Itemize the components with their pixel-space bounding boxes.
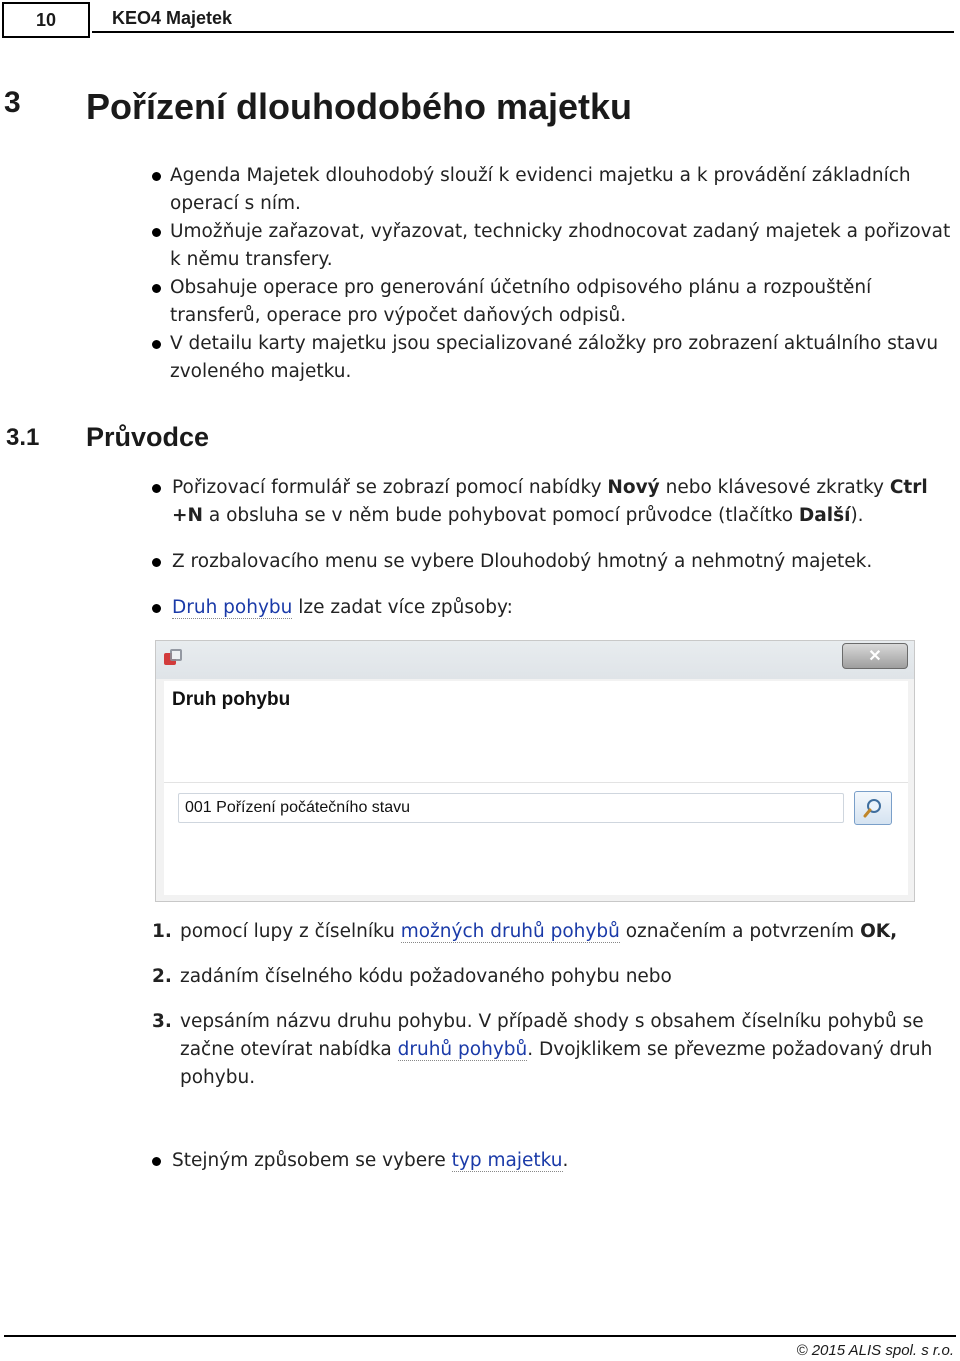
dialog-titlebar	[156, 641, 914, 679]
text: nebo klávesové zkratky	[659, 477, 890, 498]
text: lze zadat více způsoby:	[292, 597, 513, 618]
dialog-heading: Druh pohybu	[172, 689, 291, 710]
link-possible-movement-types[interactable]: možných druhů pohybů	[400, 921, 620, 942]
text: Pořizovací formulář se zobrazí pomocí nabídky	[172, 477, 608, 498]
lookup-button[interactable]	[854, 791, 892, 825]
text: pomocí lupy z číselníku	[180, 921, 401, 942]
bullet-icon	[152, 484, 161, 493]
dialog-panel	[164, 681, 908, 895]
movement-type-input[interactable]: 001 Pořízení počátečního stavu	[178, 793, 844, 823]
bullet-icon	[152, 558, 161, 567]
list-item: V detailu karty majetku jsou specializované záložky pro zobrazení aktuálního stavu zvoleného majetku.	[150, 330, 955, 386]
step-number: 1.	[152, 921, 172, 942]
link-movement-types[interactable]: druhů pohybů	[397, 1039, 528, 1060]
list-item	[152, 474, 942, 530]
page-number: 10	[2, 2, 90, 38]
divider	[164, 782, 908, 783]
footer-rule	[4, 1335, 956, 1337]
list-item: Umožňuje zařazovat, vyřazovat, technicky zhodnocovat zadaný majetek a pořizovat k němu transfery.	[150, 218, 955, 274]
close-icon: ✕	[868, 648, 882, 665]
text: a obsluha se v něm bude pohybovat pomocí průvodce (tlačítko	[202, 505, 799, 526]
list-item: Agenda Majetek dlouhodobý slouží k evidenci majetku a k provádění základních operací s ním.	[150, 162, 955, 218]
list-item-text: zadáním číselného kódu požadovaného pohybu nebo	[180, 966, 672, 987]
text: ).	[850, 505, 864, 526]
running-header-title: KEO4 Majetek	[112, 8, 233, 28]
chapter-number: 3	[4, 86, 21, 119]
footer-copyright: © 2015 ALIS spol. s r.o.	[796, 1342, 954, 1359]
text: označením a potvrzením	[619, 921, 861, 942]
dialog-screenshot	[155, 640, 915, 902]
section-title: Průvodce	[86, 422, 210, 452]
button-name-next: Další	[798, 505, 851, 526]
list-item	[152, 1008, 942, 1092]
chapter-title: Pořízení dlouhodobého majetku	[86, 86, 633, 127]
app-icon	[162, 647, 186, 671]
list-item-text: Z rozbalovacího menu se vybere Dlouhodobý hmotný a nehmotný majetek.	[172, 551, 873, 572]
bullet-icon	[152, 604, 161, 613]
header-rule	[92, 31, 954, 33]
list-item: Obsahuje operace pro generování účetního odpisového plánu a rozpouštění transferů, operace pro výpočet daňových odpisů.	[150, 274, 955, 330]
bullet-icon	[152, 1157, 161, 1166]
link-druh-pohybu[interactable]: Druh pohybu	[172, 597, 293, 618]
text: Stejným způsobem se vybere	[172, 1150, 452, 1171]
text: .	[562, 1150, 569, 1171]
list-item	[152, 963, 942, 991]
menu-name-new: Nový	[607, 477, 660, 498]
text: . Dvojklikem se převezme požadovaný druh pohybu.	[180, 1039, 933, 1088]
intro-bullet-list	[150, 162, 955, 386]
section-number: 3.1	[6, 424, 40, 451]
step-number: 2.	[152, 966, 172, 987]
text: vepsáním názvu druhu pohybu. V případě shody s obsahem číselníku pohybů se začne otevírat nabídka	[180, 1011, 924, 1060]
list-item	[152, 918, 942, 946]
shortcut-ctrl-n: Ctrl +N	[172, 477, 928, 526]
search-icon	[862, 797, 884, 819]
button-name-ok: OK,	[860, 921, 898, 942]
close-button[interactable]	[842, 643, 908, 669]
list-item	[152, 594, 942, 622]
link-asset-type[interactable]: typ majetku	[451, 1150, 563, 1171]
list-item	[152, 1147, 942, 1175]
list-item	[152, 548, 942, 576]
step-number: 3.	[152, 1011, 172, 1032]
